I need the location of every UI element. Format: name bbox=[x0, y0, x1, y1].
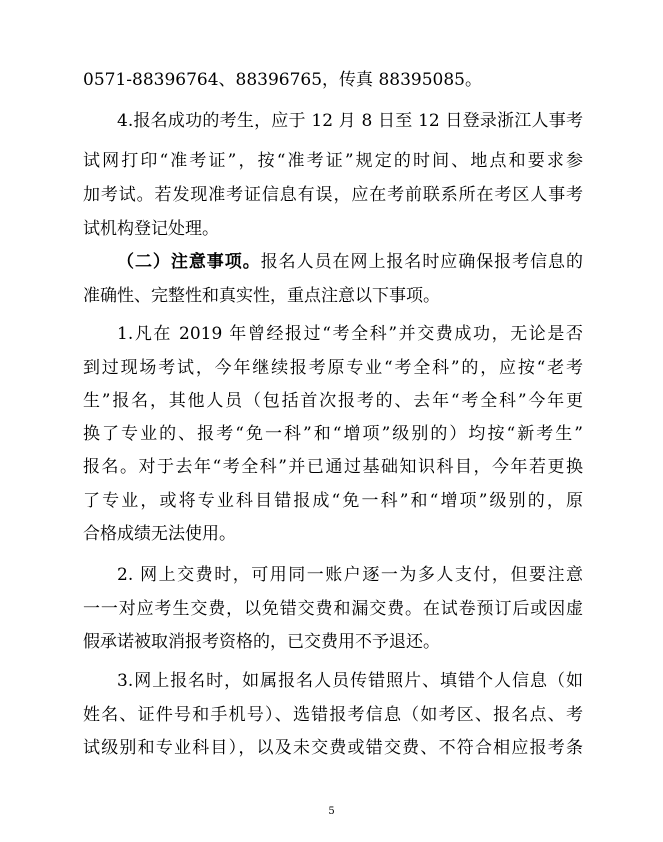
text-line: 准确性、完整性和真实性，重点注意以下事项。 bbox=[83, 286, 440, 306]
text-line: 加考试。若发现准考证信息有误，应在考前联系所在考区人事考 bbox=[83, 185, 583, 205]
text-line: 1.凡在 2019 年曾经报过“考全科”并交费成功，无论是否 bbox=[117, 324, 583, 344]
text-line: 试机构登记处理。 bbox=[83, 219, 219, 239]
text-line: 3.网上报名时，如属报名人员传错照片、填错个人信息（如 bbox=[117, 671, 583, 691]
text-line: 试级别和专业科目），以及未交费或错交费、不符合相应报考条 bbox=[83, 738, 583, 758]
text-line: 合格成绩无法使用。 bbox=[83, 524, 236, 544]
section-heading-text: 报名人员在网上报名时应确保报考信息的 bbox=[260, 252, 584, 272]
text-line: 到过现场考试，今年继续报考原专业“考全科”的，应按“老考 bbox=[83, 358, 583, 378]
text-line: 姓名、证件号和手机号）、选错报考信息（如考区、报名点、考 bbox=[83, 705, 583, 725]
text-line: 报名。对于去年“考全科”并已通过基础知识科目，今年若更换 bbox=[83, 457, 583, 477]
page-number: 5 bbox=[328, 806, 335, 817]
text-line: 假承诺被取消报考资格的，已交费用不予退还。 bbox=[83, 632, 440, 652]
section-heading-line bbox=[117, 247, 583, 277]
section-heading: （二）注意事项。 bbox=[117, 252, 261, 272]
text-line: 了专业，或将专业科目错报成“免一科”和“增项”级别的，原 bbox=[83, 491, 583, 511]
text-line: 0571-88396764、88396765，传真 88395085。 bbox=[83, 70, 482, 90]
text-line: 4.报名成功的考生，应于 12 月 8 日至 12 日登录浙江人事考 bbox=[117, 111, 583, 131]
text-line: 试网打印“准考证”，按“准考证”规定的时间、地点和要求参 bbox=[83, 151, 583, 171]
text-line: 生”报名，其他人员（包括首次报考的、去年“考全科”今年更 bbox=[83, 391, 583, 411]
text-line: 2. 网上交费时，可用同一账户逐一为多人支付，但要注意 bbox=[117, 565, 583, 585]
text-line: 换了专业的、报考“免一科”和“增项”级别的）均按“新考生” bbox=[83, 424, 583, 444]
text-line: 一一对应考生交费，以免错交费和漏交费。在试卷预订后或因虚 bbox=[83, 599, 583, 619]
